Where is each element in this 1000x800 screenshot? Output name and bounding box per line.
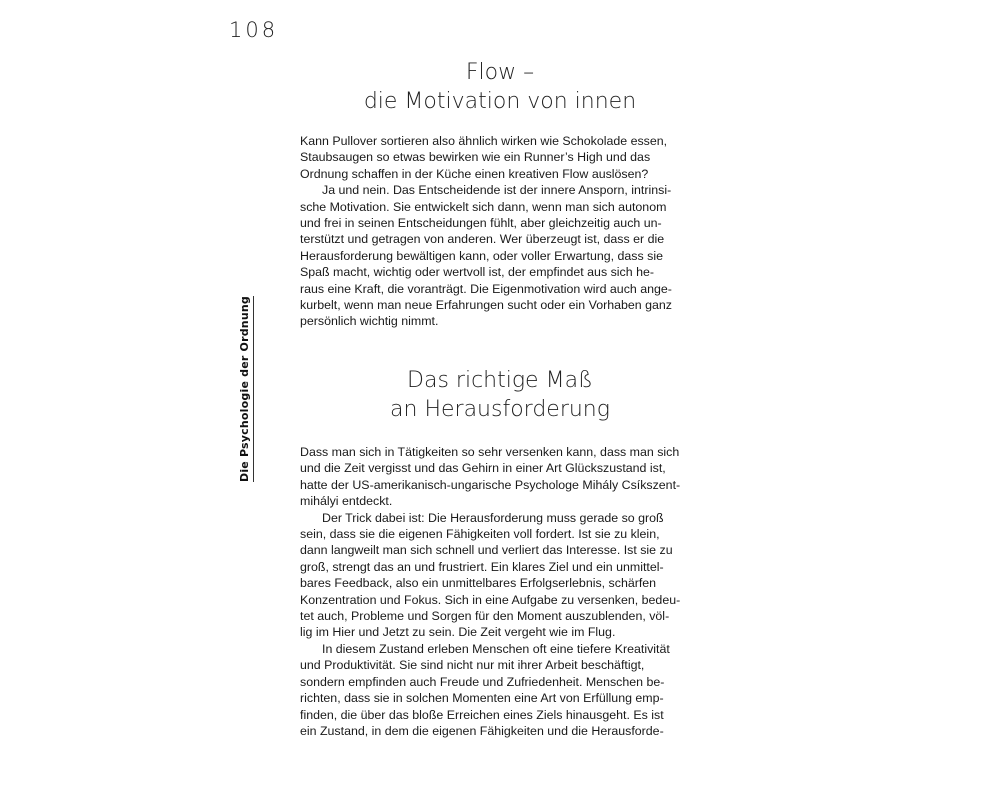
- text-line: raus eine Kraft, die voranträgt. Die Eigenmotivation wird auch ange-: [300, 281, 672, 296]
- body-text-challenge: [300, 444, 700, 739]
- text-line: richten, dass sie in solchen Momenten eine Art von Erfüllung emp-: [300, 691, 664, 706]
- heading-line: die Motivation von innen: [363, 89, 637, 114]
- heading-line: Das richtige Maß: [407, 368, 593, 393]
- text-line: mihályi entdeckt.: [300, 494, 393, 509]
- text-line: Staubsaugen so etwas bewirken wie ein Runner’s High und das: [300, 150, 651, 165]
- text-line: finden, die über das bloße Erreichen eines Ziels hinausgeht. Es ist: [300, 707, 664, 722]
- text-line: und Produktivität. Sie sind nicht nur mit ihrer Arbeit beschäftigt,: [300, 658, 645, 673]
- text-line: lig im Hier und Jetzt zu sein. Die Zeit vergeht wie im Flug.: [300, 625, 616, 640]
- text-line: sche Motivation. Sie entwickelt sich dann, wenn man sich autonom: [300, 199, 667, 214]
- text-line: terstützt und getragen von anderen. Wer überzeugt ist, dass er die: [300, 232, 665, 247]
- text-line: bares Feedback, also ein unmittelbares Erfolgserlebnis, schärfen: [300, 576, 657, 591]
- section-heading-challenge: [300, 366, 700, 424]
- heading-line: Flow –: [465, 60, 535, 85]
- text-line: Ordnung schaffen in der Küche einen kreativen Flow auslösen?: [300, 166, 649, 181]
- text-line: groß, strengt das an und frustriert. Ein klares Ziel und ein unmittel-: [300, 559, 664, 574]
- text-line: Der Trick dabei ist: Die Herausforderung muss gerade so groß: [322, 510, 664, 525]
- text-line: hatte der US-amerikanisch-ungarische Psychologe Mihály Csíkszent-: [300, 477, 681, 492]
- heading-line: an Herausforderung: [390, 397, 610, 422]
- text-line: Konzentration und Fokus. Sich in eine Aufgabe zu versenken, bedeu-: [300, 592, 681, 607]
- text-line: persönlich wichtig nimmt.: [300, 314, 439, 329]
- text-line: ein Zustand, in dem die eigenen Fähigkeiten und die Herausforde-: [300, 723, 664, 738]
- text-line: kurbelt, wenn man neue Erfahrungen sucht oder ein Vorhaben ganz: [300, 298, 672, 313]
- text-line: sein, dass sie die eigenen Fähigkeiten voll fordert. Ist sie zu klein,: [300, 527, 660, 542]
- text-line: In diesem Zustand erleben Menschen oft eine tiefere Kreativität: [322, 641, 670, 656]
- text-line: und frei in seinen Entscheidungen fühlt, aber gleichzeitig auch un-: [300, 216, 662, 231]
- running-head-vertical: Die Psychologie der Ordnung: [238, 296, 254, 482]
- section-heading-flow: [300, 58, 700, 116]
- text-line: Ja und nein. Das Entscheidende ist der innere Ansporn, intrinsi-: [322, 183, 672, 198]
- text-line: Dass man sich in Tätigkeiten so sehr versenken kann, dass man sich: [300, 445, 680, 459]
- text-line: und die Zeit vergisst und das Gehirn in einer Art Glückszustand ist,: [300, 461, 666, 476]
- page-number: 108: [229, 18, 279, 42]
- text-line: dann langweilt man sich schnell und verliert das Interesse. Ist sie zu: [300, 543, 673, 558]
- text-line: sondern empfinden auch Freude und Zufriedenheit. Menschen be-: [300, 674, 665, 689]
- body-text-flow: [300, 133, 700, 330]
- text-line: tet auch, Probleme und Sorgen für den Moment auszublenden, völ-: [300, 609, 670, 624]
- text-line: Spaß macht, wichtig oder wertvoll ist, der empfindet aus sich he-: [300, 265, 654, 280]
- text-line: Kann Pullover sortieren also ähnlich wirken wie Schokolade essen,: [300, 134, 668, 148]
- text-line: Herausforderung bewältigen kann, oder voller Erwartung, dass sie: [300, 248, 663, 263]
